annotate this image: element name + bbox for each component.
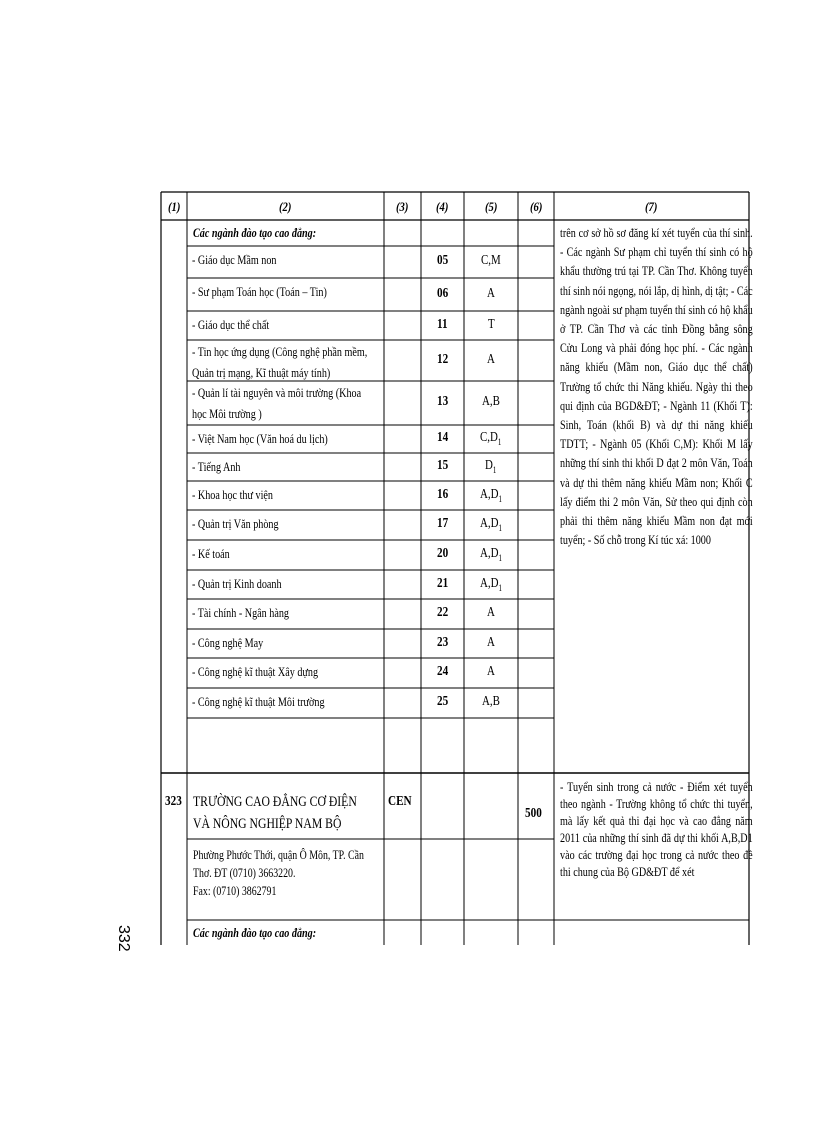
major-block: $C,D_1$ — [480, 430, 502, 447]
column-header: (1) — [167, 199, 181, 214]
major-block: A — [487, 285, 495, 301]
major-block: A — [487, 634, 495, 650]
column-header: (6) — [529, 199, 543, 214]
major-block: $A,D_1$ — [479, 486, 503, 504]
major-name: - Tài chính - Ngân hàng — [192, 605, 289, 620]
major-block: $A,D_1$ — [479, 575, 503, 593]
major-block: A — [487, 351, 495, 367]
major-block: $A,D_1$ — [479, 546, 503, 563]
major-block: A,B — [482, 694, 500, 709]
column-header: (5) — [484, 199, 498, 214]
major-code: 17 — [436, 516, 449, 531]
major-code: 13 — [436, 394, 449, 409]
major-code: 14 — [436, 430, 449, 445]
major-block: A — [487, 664, 495, 679]
major-name: - Khoa học thư viện — [192, 487, 273, 502]
column-header: (4) — [436, 199, 449, 214]
major-name: - Tin học ứng dụng (Công nghệ phần mềm, — [192, 344, 368, 359]
major-name: - Giáo dục thể chất — [192, 317, 270, 332]
school-notes: - Tuyển sinh trong cả nước - Điểm xét tuyển theo ngành - Trường không tổ chức thi tuyển, mà lấy kết quả thi đại học và cao đẳng năm 2011 của những thí sinh đã dự thi khối A,B,D1 vào các trường đại học trong cả nước theo đề thi chung của Bộ GD&ĐT để xét — [560, 779, 753, 879]
page-number: 332 — [115, 925, 132, 952]
school-section-title: Các ngành đào tạo cao đẳng: — [193, 925, 317, 940]
school-quota: 500 — [525, 806, 542, 821]
column-header: (7) — [645, 199, 658, 214]
major-name: - Quản lí tài nguyên và môi trường (Khoa — [192, 385, 362, 400]
school-address-line: Thơ. ĐT (0710) 3663220. — [193, 865, 296, 880]
major-code: 16 — [436, 486, 449, 502]
major-code: 22 — [436, 605, 449, 620]
major-block: $D_1$ — [485, 458, 497, 475]
major-name: - Công nghệ kĩ thuật Xây dựng — [192, 664, 319, 679]
major-code: 24 — [436, 664, 449, 679]
major-name: - Công nghệ May — [192, 635, 264, 650]
major-code: 21 — [436, 575, 449, 591]
school-code: CEN — [388, 794, 412, 809]
school-address-line: Fax: (0710) 3862791 — [193, 883, 277, 898]
major-code: 06 — [436, 285, 449, 301]
admission-notes: trên cơ sở hồ sơ đăng kí xét tuyển của thí sinh. - Các ngành Sư phạm chỉ tuyển thí sinh có hộ khẩu thường trú tại TP. Cần Thơ. Không tuyển thí sinh nói ngọng, nói lắp, dị hình, dị tật; - Các ngành ngoài sư phạm tuyển thí sinh có hộ khẩu ở TP. Cần Thơ và các tỉnh Đồng bằng sông Cửu Long và phải đóng học phí. - Các ngành năng khiếu (Mầm non, Giáo dục thể chất) Trường tổ chức thi Năng khiếu. Ngày thi theo qui định của BGD&ĐT; - Ngành 11 (Khối T): Sinh, Toán (khối B) và dự thi năng khiếu TDTT; - Ngành 05 (Khối C,M): Khối M lấy những thí sinh thi khối D đạt 2 môn Văn, Toán và dự thi thêm năng khiếu Mầm non; Khối C lấy điểm thi 2 môn Văn, Sử theo qui định còn phải thi thêm năng khiếu Mầm non đạt mới tuyển; - Số chỗ trong Kí túc xá: 1000 — [560, 225, 753, 548]
major-block: A — [487, 605, 495, 620]
major-code: 12 — [436, 351, 449, 367]
major-name: - Quản trị Kinh doanh — [192, 576, 282, 591]
major-block: A,B — [482, 394, 500, 409]
major-code: 20 — [436, 546, 449, 561]
major-block: $A,D_1$ — [479, 516, 503, 533]
school-number: 323 — [165, 794, 182, 809]
major-name: - Việt Nam học (Văn hoá du lịch) — [192, 431, 328, 446]
major-name: - Sư phạm Toán học (Toán – Tin) — [192, 284, 327, 299]
column-header: (3) — [396, 199, 409, 214]
major-block: C,M — [481, 253, 501, 268]
major-name: học Môi trường ) — [192, 406, 262, 421]
major-code: 25 — [436, 694, 449, 709]
school-address-line: Phường Phước Thới, quận Ô Môn, TP. Cần — [193, 847, 364, 862]
major-name: - Tiếng Anh — [192, 459, 241, 474]
major-name: - Giáo dục Mầm non — [192, 252, 277, 267]
major-name: - Quản trị Văn phòng — [192, 516, 279, 531]
school-name: TRƯỜNG CAO ĐẲNG CƠ ĐIỆN VÀ NÔNG NGHIỆP NAM BỘ — [193, 794, 357, 832]
major-code: 11 — [437, 316, 448, 332]
major-name: - Kế toán — [192, 546, 230, 561]
major-block: T — [487, 316, 495, 332]
major-code: 23 — [436, 634, 449, 650]
major-code: 15 — [436, 458, 449, 473]
column-header: (2) — [279, 199, 292, 214]
major-name: Quản trị mạng, Kĩ thuật máy tính) — [192, 365, 331, 380]
major-name: - Công nghệ kĩ thuật Môi trường — [192, 694, 325, 709]
major-code: 05 — [436, 253, 449, 268]
section-title: Các ngành đào tạo cao đẳng: — [193, 225, 317, 240]
